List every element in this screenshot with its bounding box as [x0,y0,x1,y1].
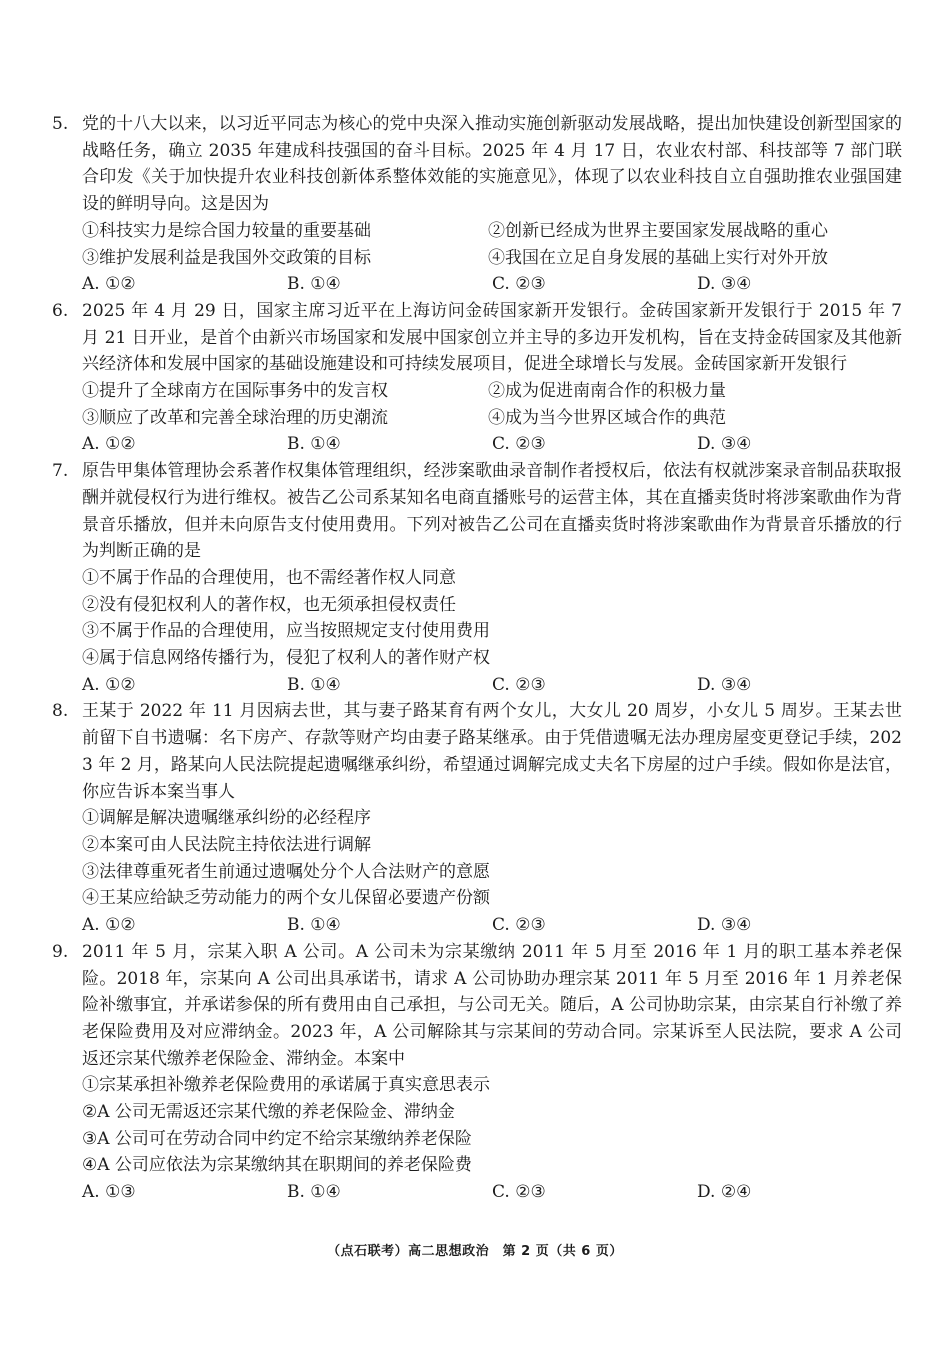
option-statement-4: ④我国在立足自身发展的基础上实行对外开放 [488,247,828,268]
answer-choices [52,1179,902,1206]
option-statement-2: ②A 公司无需返还宗某代缴的养老保险金、滞纳金 [82,1102,455,1123]
question-text: 2011 年 5 月，宗某入职 A 公司。A 公司未为宗某缴纳 2011 年 5 月至 2016 年 1 月的职工基本养老保险。2018 年，宗某向 A 公司出具承诺书，请求 A 公司协助办理宗某 2011 年 5 月至 2016 年 1 月养老保险补缴事宜，并承诺参保的所有费用由自己承担，与公司无关。随后，A 公司协助宗某，由宗某自行补缴了养老保险费用及对应滞纳金。2023 年，A 公司解除其与宗某间的劳动合同。宗某诉至人民法院，要求 A 公司返还宗某代缴养老保险金、滞纳金。本案中 [82,941,902,1069]
answer-choice-b: B. ①④ [287,674,341,695]
option-statement-4: ④A 公司应依法为宗某缴纳其在职期间的养老保险费 [82,1155,472,1176]
question-6 [52,298,902,458]
answer-choice-d: D. ③④ [697,434,752,455]
question-text: 原告甲集体管理协会系著作权集体管理组织，经涉案歌曲录音制作者授权后，依法有权就涉案录音制品获取报酬并就侵权行为进行维权。被告乙公司系某知名电商直播账号的运营主体，其在直播卖货时将涉案歌曲作为背景音乐播放，但并未向原告支付使用费用。下列对被告乙公司在直播卖货时将涉案歌曲作为背景音乐播放的行为判断正确的是 [82,461,902,562]
option-statement-2: ②创新已经成为世界主要国家发展战略的重心 [488,220,828,241]
question-9 [52,939,902,1206]
answer-choice-c: C. ②③ [492,434,546,455]
answer-choice-a: A. ①② [82,915,136,936]
question-number: 5. [52,114,69,134]
question-stem [52,458,902,565]
answer-choices [52,271,902,298]
answer-choice-b: B. ①④ [287,274,341,295]
option-statement-2: ②本案可由人民法院主持依法进行调解 [82,834,371,855]
option-statements [52,378,902,431]
answer-choice-c: C. ②③ [492,274,546,295]
answer-choice-b: B. ①④ [287,915,341,936]
option-statement-4: ④王某应给缺乏劳动能力的两个女儿保留必要遗产份额 [82,888,490,909]
question-text: 2025 年 4 月 29 日，国家主席习近平在上海访问金砖国家新开发银行。金砖国家新开发银行于 2015 年 7 月 21 日开业，是首个由新兴市场国家和发展中国家创立并主导的多边开发机构，旨在支持金砖国家及其他新兴经济体和发展中国家的基础设施建设和可持续发展项目，促进全球增长与发展。金砖国家新开发银行 [82,300,902,375]
option-statement-4: ④成为当今世界区域合作的典范 [488,407,726,428]
question-number: 7. [52,461,69,482]
option-statement-1: ①调解是解决遗嘱继承纠纷的必经程序 [82,808,371,829]
option-statement-2: ②成为促进南南合作的积极力量 [488,381,726,402]
option-statement-4: ④属于信息网络传播行为，侵犯了权利人的著作财产权 [82,648,490,669]
question-stem [52,298,902,378]
question-text: 王某于 2022 年 11 月因病去世，其与妻子路某育有两个女儿，大女儿 20 周岁，小女儿 5 周岁。王某去世前留下自书遗嘱：名下房产、存款等财产均由妻子路某继承。由于凭借遗嘱无法办理房屋变更登记手续，2023 年 2 月，路某向人民法院提起遗嘱继承纠纷，希望通过调解完成丈夫名下房屋的过户手续。假如你是法官，你应告诉本案当事人 [82,701,902,802]
option-statement-3: ③不属于作品的合理使用，应当按照规定支付使用费用 [82,621,490,642]
option-statement-3: ③A 公司可在劳动合同中约定不给宗某缴纳养老保险 [82,1128,472,1149]
question-5 [52,111,902,298]
answer-choice-a: A. ①② [82,674,136,695]
page-footer: （点石联考）高二思想政治 第 2 页（共 6 页） [327,1244,623,1259]
option-statement-3: ③顺应了改革和完善全球治理的历史潮流 [82,407,388,428]
question-stem [52,939,902,1073]
question-list [52,111,902,1206]
option-statement-1: ①不属于作品的合理使用，也不需经著作权人同意 [82,567,456,588]
answer-choice-d: D. ②④ [697,1182,752,1203]
answer-choice-b: B. ①④ [287,434,341,455]
answer-choice-d: D. ③④ [697,274,752,295]
answer-choice-d: D. ③④ [697,674,752,695]
answer-choice-c: C. ②③ [492,674,546,695]
answer-choice-d: D. ③④ [697,915,752,936]
question-stem [52,111,902,218]
question-stem [52,698,902,805]
option-statement-3: ③法律尊重死者生前通过遗嘱处分个人合法财产的意愿 [82,861,490,882]
answer-choice-c: C. ②③ [492,1182,546,1203]
question-7 [52,458,902,698]
option-statement-3: ③维护发展利益是我国外交政策的目标 [82,247,371,268]
option-statement-1: ①科技实力是综合国力较量的重要基础 [82,220,371,241]
question-number: 8. [52,701,69,722]
answer-choice-a: A. ①③ [82,1182,136,1203]
answer-choices [52,431,902,458]
question-number: 9. [52,941,69,962]
answer-choice-a: A. ①② [82,434,136,455]
answer-choice-c: C. ②③ [492,915,546,936]
question-number: 6. [52,300,69,321]
question-8 [52,698,902,938]
answer-choices [52,912,902,939]
answer-choices [52,672,902,699]
option-statement-1: ①宗某承担补缴养老保险费用的承诺属于真实意思表示 [82,1075,490,1096]
option-statement-2: ②没有侵犯权利人的著作权，也无须承担侵权责任 [82,594,456,615]
answer-choice-b: B. ①④ [287,1182,341,1203]
question-text: 党的十八大以来，以习近平同志为核心的党中央深入推动实施创新驱动发展战略，提出加快建设创新型国家的战略任务，确立 2035 年建成科技强国的奋斗目标。2025 年 4 月 17 日，农业农村部、科技部等 7 部门联合印发《关于加快提升农业科技创新体系整体效能的实施意见》，体现了以农业科技自立自强助推农业强国建设的鲜明导向。这是因为 [82,114,902,215]
option-statement-1: ①提升了全球南方在国际事务中的发言权 [82,381,388,402]
answer-choice-a: A. ①② [82,274,136,295]
option-statements [52,218,902,271]
